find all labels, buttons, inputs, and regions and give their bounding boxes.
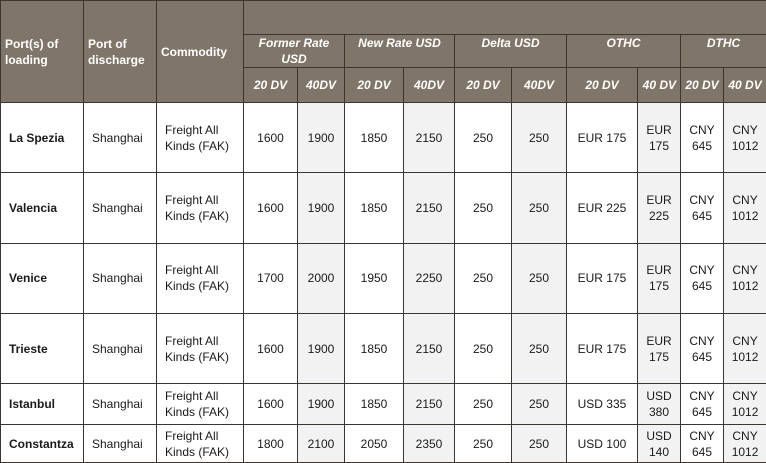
sub-dthc-40dv: 40 DV bbox=[724, 68, 766, 103]
sub-former-40dv: 40DV bbox=[298, 68, 345, 103]
former-40dv-cell: 1900 bbox=[298, 103, 345, 173]
header-port-discharge: Port of discharge bbox=[84, 1, 157, 103]
header-port-loading: Port(s) of loading bbox=[1, 1, 84, 103]
former-40dv-cell: 1900 bbox=[298, 314, 345, 384]
new-20dv-cell: 1850 bbox=[345, 103, 404, 173]
header-delta: Delta USD bbox=[455, 35, 567, 68]
former-20dv-cell: 1600 bbox=[244, 314, 298, 384]
commodity-cell: Freight All Kinds (FAK) bbox=[157, 103, 244, 173]
former-40dv-cell: 2000 bbox=[298, 243, 345, 313]
othc-40dv-cell: USD 380 bbox=[638, 384, 681, 425]
new-20dv-cell: 1850 bbox=[345, 384, 404, 425]
former-40dv-cell: 1900 bbox=[298, 384, 345, 425]
port-cell: Constantza bbox=[1, 425, 84, 463]
table-row bbox=[1, 103, 766, 173]
dthc-20dv-cell: CNY 645 bbox=[681, 314, 724, 384]
dthc-20dv-cell: CNY 645 bbox=[681, 243, 724, 313]
sub-othc-40dv: 40 DV bbox=[638, 68, 681, 103]
discharge-cell: Shanghai bbox=[84, 314, 157, 384]
delta-40dv-cell: 250 bbox=[512, 425, 567, 463]
header-dthc: DTHC bbox=[681, 35, 766, 68]
discharge-cell: Shanghai bbox=[84, 173, 157, 243]
dthc-20dv-cell: CNY 645 bbox=[681, 103, 724, 173]
new-20dv-cell: 1850 bbox=[345, 173, 404, 243]
othc-20dv-cell: USD 335 bbox=[567, 384, 638, 425]
discharge-cell: Shanghai bbox=[84, 103, 157, 173]
port-cell: Trieste bbox=[1, 314, 84, 384]
dthc-40dv-cell: CNY 1012 bbox=[724, 243, 766, 313]
delta-40dv-cell: 250 bbox=[512, 103, 567, 173]
delta-20dv-cell: 250 bbox=[455, 243, 512, 313]
table-row bbox=[1, 173, 766, 243]
delta-40dv-cell: 250 bbox=[512, 243, 567, 313]
former-20dv-cell: 1600 bbox=[244, 384, 298, 425]
delta-40dv-cell: 250 bbox=[512, 314, 567, 384]
dthc-40dv-cell: CNY 1012 bbox=[724, 103, 766, 173]
former-20dv-cell: 1600 bbox=[244, 173, 298, 243]
port-cell: Valencia bbox=[1, 173, 84, 243]
sub-delta-20dv: 20 DV bbox=[455, 68, 512, 103]
delta-20dv-cell: 250 bbox=[455, 314, 512, 384]
delta-20dv-cell: 250 bbox=[455, 384, 512, 425]
dthc-40dv-cell: CNY 1012 bbox=[724, 425, 766, 463]
new-20dv-cell: 1950 bbox=[345, 243, 404, 313]
sub-delta-40dv: 40DV bbox=[512, 68, 567, 103]
dthc-40dv-cell: CNY 1012 bbox=[724, 173, 766, 243]
header-row-top bbox=[1, 1, 766, 35]
discharge-cell: Shanghai bbox=[84, 425, 157, 463]
othc-20dv-cell: EUR 225 bbox=[567, 173, 638, 243]
delta-40dv-cell: 250 bbox=[512, 384, 567, 425]
new-40dv-cell: 2350 bbox=[404, 425, 455, 463]
new-40dv-cell: 2250 bbox=[404, 243, 455, 313]
sub-new-20dv: 20 DV bbox=[345, 68, 404, 103]
dthc-40dv-cell: CNY 1012 bbox=[724, 314, 766, 384]
dthc-20dv-cell: CNY 645 bbox=[681, 173, 724, 243]
commodity-cell: Freight All Kinds (FAK) bbox=[157, 384, 244, 425]
table-row bbox=[1, 384, 766, 425]
new-40dv-cell: 2150 bbox=[404, 384, 455, 425]
dthc-40dv-cell: CNY 1012 bbox=[724, 384, 766, 425]
new-40dv-cell: 2150 bbox=[404, 103, 455, 173]
port-cell: Venice bbox=[1, 243, 84, 313]
othc-20dv-cell: EUR 175 bbox=[567, 243, 638, 313]
othc-40dv-cell: EUR 175 bbox=[638, 103, 681, 173]
sub-new-40dv: 40DV bbox=[404, 68, 455, 103]
new-20dv-cell: 1850 bbox=[345, 314, 404, 384]
othc-20dv-cell: EUR 175 bbox=[567, 314, 638, 384]
discharge-cell: Shanghai bbox=[84, 243, 157, 313]
othc-40dv-cell: EUR 225 bbox=[638, 173, 681, 243]
commodity-cell: Freight All Kinds (FAK) bbox=[157, 173, 244, 243]
table-row bbox=[1, 425, 766, 463]
former-20dv-cell: 1700 bbox=[244, 243, 298, 313]
table-row bbox=[1, 243, 766, 313]
delta-20dv-cell: 250 bbox=[455, 425, 512, 463]
port-cell: La Spezia bbox=[1, 103, 84, 173]
former-40dv-cell: 2100 bbox=[298, 425, 345, 463]
commodity-cell: Freight All Kinds (FAK) bbox=[157, 425, 244, 463]
delta-40dv-cell: 250 bbox=[512, 173, 567, 243]
former-20dv-cell: 1600 bbox=[244, 103, 298, 173]
discharge-cell: Shanghai bbox=[84, 384, 157, 425]
othc-20dv-cell: EUR 175 bbox=[567, 103, 638, 173]
new-20dv-cell: 2050 bbox=[345, 425, 404, 463]
former-40dv-cell: 1900 bbox=[298, 173, 345, 243]
delta-20dv-cell: 250 bbox=[455, 103, 512, 173]
sub-dthc-20dv: 20 DV bbox=[681, 68, 724, 103]
othc-40dv-cell: USD 140 bbox=[638, 425, 681, 463]
header-othc: OTHC bbox=[567, 35, 681, 68]
commodity-cell: Freight All Kinds (FAK) bbox=[157, 243, 244, 313]
dthc-20dv-cell: CNY 645 bbox=[681, 384, 724, 425]
header-new-rate: New Rate USD bbox=[345, 35, 455, 68]
new-40dv-cell: 2150 bbox=[404, 173, 455, 243]
dthc-20dv-cell: CNY 645 bbox=[681, 425, 724, 463]
header-former-rate: Former Rate USD bbox=[244, 35, 345, 68]
table-row bbox=[1, 314, 766, 384]
header-commodity: Commodity bbox=[157, 1, 244, 103]
othc-40dv-cell: EUR 175 bbox=[638, 243, 681, 313]
sub-othc-20dv: 20 DV bbox=[567, 68, 638, 103]
port-cell: Istanbul bbox=[1, 384, 84, 425]
commodity-cell: Freight All Kinds (FAK) bbox=[157, 314, 244, 384]
othc-40dv-cell: EUR 175 bbox=[638, 314, 681, 384]
former-20dv-cell: 1800 bbox=[244, 425, 298, 463]
new-40dv-cell: 2150 bbox=[404, 314, 455, 384]
sub-former-20dv: 20 DV bbox=[244, 68, 298, 103]
othc-20dv-cell: USD 100 bbox=[567, 425, 638, 463]
header-blank-band bbox=[244, 1, 766, 35]
delta-20dv-cell: 250 bbox=[455, 173, 512, 243]
